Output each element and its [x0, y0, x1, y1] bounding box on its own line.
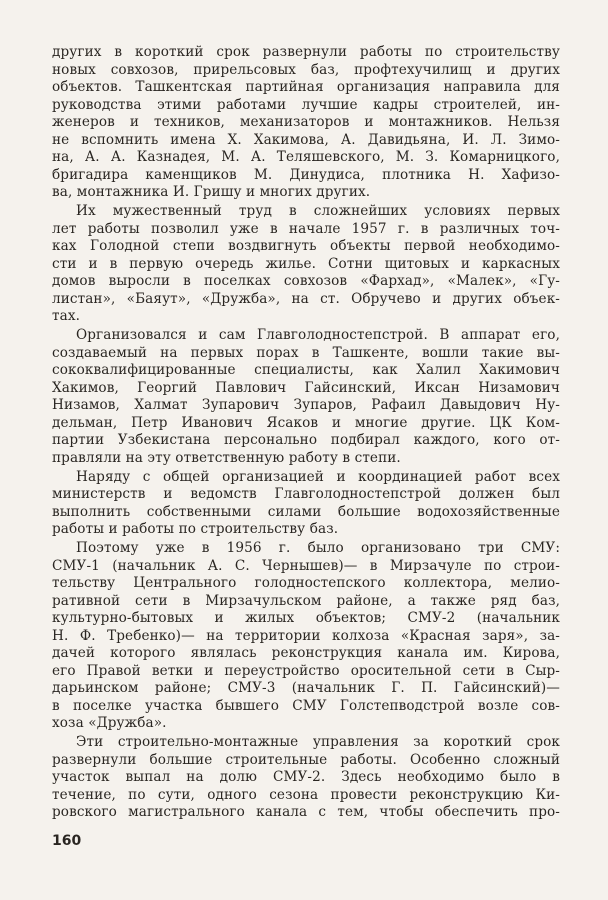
text-line: создаваемый на первых порах в Ташкенте, вошли такие вы-: [52, 344, 560, 361]
text-line: в поселке участка бывшего СМУ Голстепводстрой возле сов-: [52, 697, 560, 714]
text-line: Наряду с общей организацией и координацией работ всех: [76, 468, 560, 485]
page-number: 160: [52, 833, 82, 849]
text-line: листан», «Баяут», «Дружба», на ст. Обручево и других объек-: [52, 290, 560, 307]
text-line: министерств и ведомств Главголодностепстрой должен был: [52, 486, 560, 502]
paragraph: [52, 734, 560, 822]
text-line: на, А. А. Казнадея, М. А. Теляшевского, М. З. Комарницкого,: [52, 149, 560, 165]
text-line: СМУ-1 (начальник А. С. Чернышев)— в Мирзачуле по строи-: [52, 557, 560, 574]
text-line: Поэтому уже в 1956 г. было организовано три СМУ:: [76, 540, 560, 556]
text-line: дачей которого являлась реконструкция канала им. Кирова,: [52, 645, 560, 661]
text-line: домов выросли в поселках совхозов «Фархад», «Малек», «Гу-: [52, 273, 560, 289]
text-line: культурно-бытовых и жилых объектов; СМУ-2 (начальник: [52, 610, 560, 626]
paragraph: [52, 44, 560, 202]
text-line: других в короткий срок развернули работы по строительству: [52, 44, 560, 60]
text-line: ративной сети в Мирзачульском районе, а также ряд баз,: [52, 592, 560, 609]
text-line: ва, монтажника И. Гришу и многих других.: [52, 184, 371, 200]
body-text: [52, 44, 560, 823]
text-line: работы и работы по строительству баз.: [52, 521, 339, 537]
text-line: его Правой ветки и переустройство оросительной сети в Сыр-: [52, 662, 560, 679]
text-line: развернули большие строительные работы. Особенно сложный: [52, 751, 560, 768]
text-line: Эти строительно-монтажные управления за короткий срок: [76, 734, 560, 750]
text-line: течение, по сути, одного сезона провести реконструкцию Ки-: [52, 786, 560, 803]
text-line: Низамов, Халмат Зупарович Зупаров, Рафаил Давыдович Ну-: [52, 397, 560, 413]
paragraph: [52, 540, 560, 733]
text-line: партии Узбекистана персонально подбирал каждого, кого от-: [52, 432, 560, 448]
text-line: Н. Ф. Требенко)— на территории колхоза «Красная заря», за-: [52, 627, 560, 644]
text-line: руководства этими работами лучшие кадры строителей, ин-: [52, 96, 560, 113]
text-line: не вспомнить имена Х. Хакимова, А. Давидьяна, И. Л. Зимо-: [52, 131, 560, 148]
text-line: правляли на эту ответственную работу в степи.: [52, 449, 401, 466]
text-line: новых совхозов, прирельсовых баз, профтехучилищ и других: [52, 61, 560, 78]
text-line: Организовался и сам Главголодностепстрой. В аппарат его,: [76, 327, 560, 343]
text-line: участок выпал на долю СМУ-2. Здесь необходимо было в: [52, 769, 560, 785]
text-line: лет работы позволил уже в начале 1957 г. в различных точ-: [52, 220, 560, 237]
text-line: дельман, Петр Иванович Ясаков и многие другие. ЦК Ком-: [52, 414, 560, 431]
paragraph: [52, 203, 560, 326]
paragraph: [52, 469, 560, 539]
paragraph: [52, 327, 560, 467]
text-line: сти и в первую очередь жилье. Сотни щитовых и каркасных: [52, 255, 560, 272]
text-line: ровского магистрального канала с тем, чтобы обеспечить про-: [52, 804, 560, 820]
text-line: ках Голодной степи воздвигнуть объекты первой необходимо-: [52, 238, 560, 254]
text-line: объектов. Ташкентская партийная организация направила для: [52, 79, 560, 95]
text-line: хоза «Дружба».: [52, 715, 167, 731]
text-line: тельству Центрального голодностепского коллектора, мелио-: [52, 575, 560, 591]
text-line: Хакимов, Георгий Павлович Гайсинский, Иксан Низамович: [52, 379, 560, 396]
text-line: сококвалифицированные специалисты, как Халил Хакимович: [52, 362, 560, 378]
text-line: дарьинском районе; СМУ-3 (начальник Г. П. Гайсинский)—: [52, 680, 560, 696]
text-line: выполнить собственными силами большие водохозяйственные: [52, 503, 560, 520]
text-line: Их мужественный труд в сложнейших условиях первых: [76, 203, 560, 219]
text-line: женеров и техников, механизаторов и монтажников. Нельзя: [52, 114, 560, 130]
text-line: тах.: [52, 308, 81, 324]
text-line: бригадира каменщиков М. Динудиса, плотника Н. Хафизо-: [52, 166, 560, 183]
